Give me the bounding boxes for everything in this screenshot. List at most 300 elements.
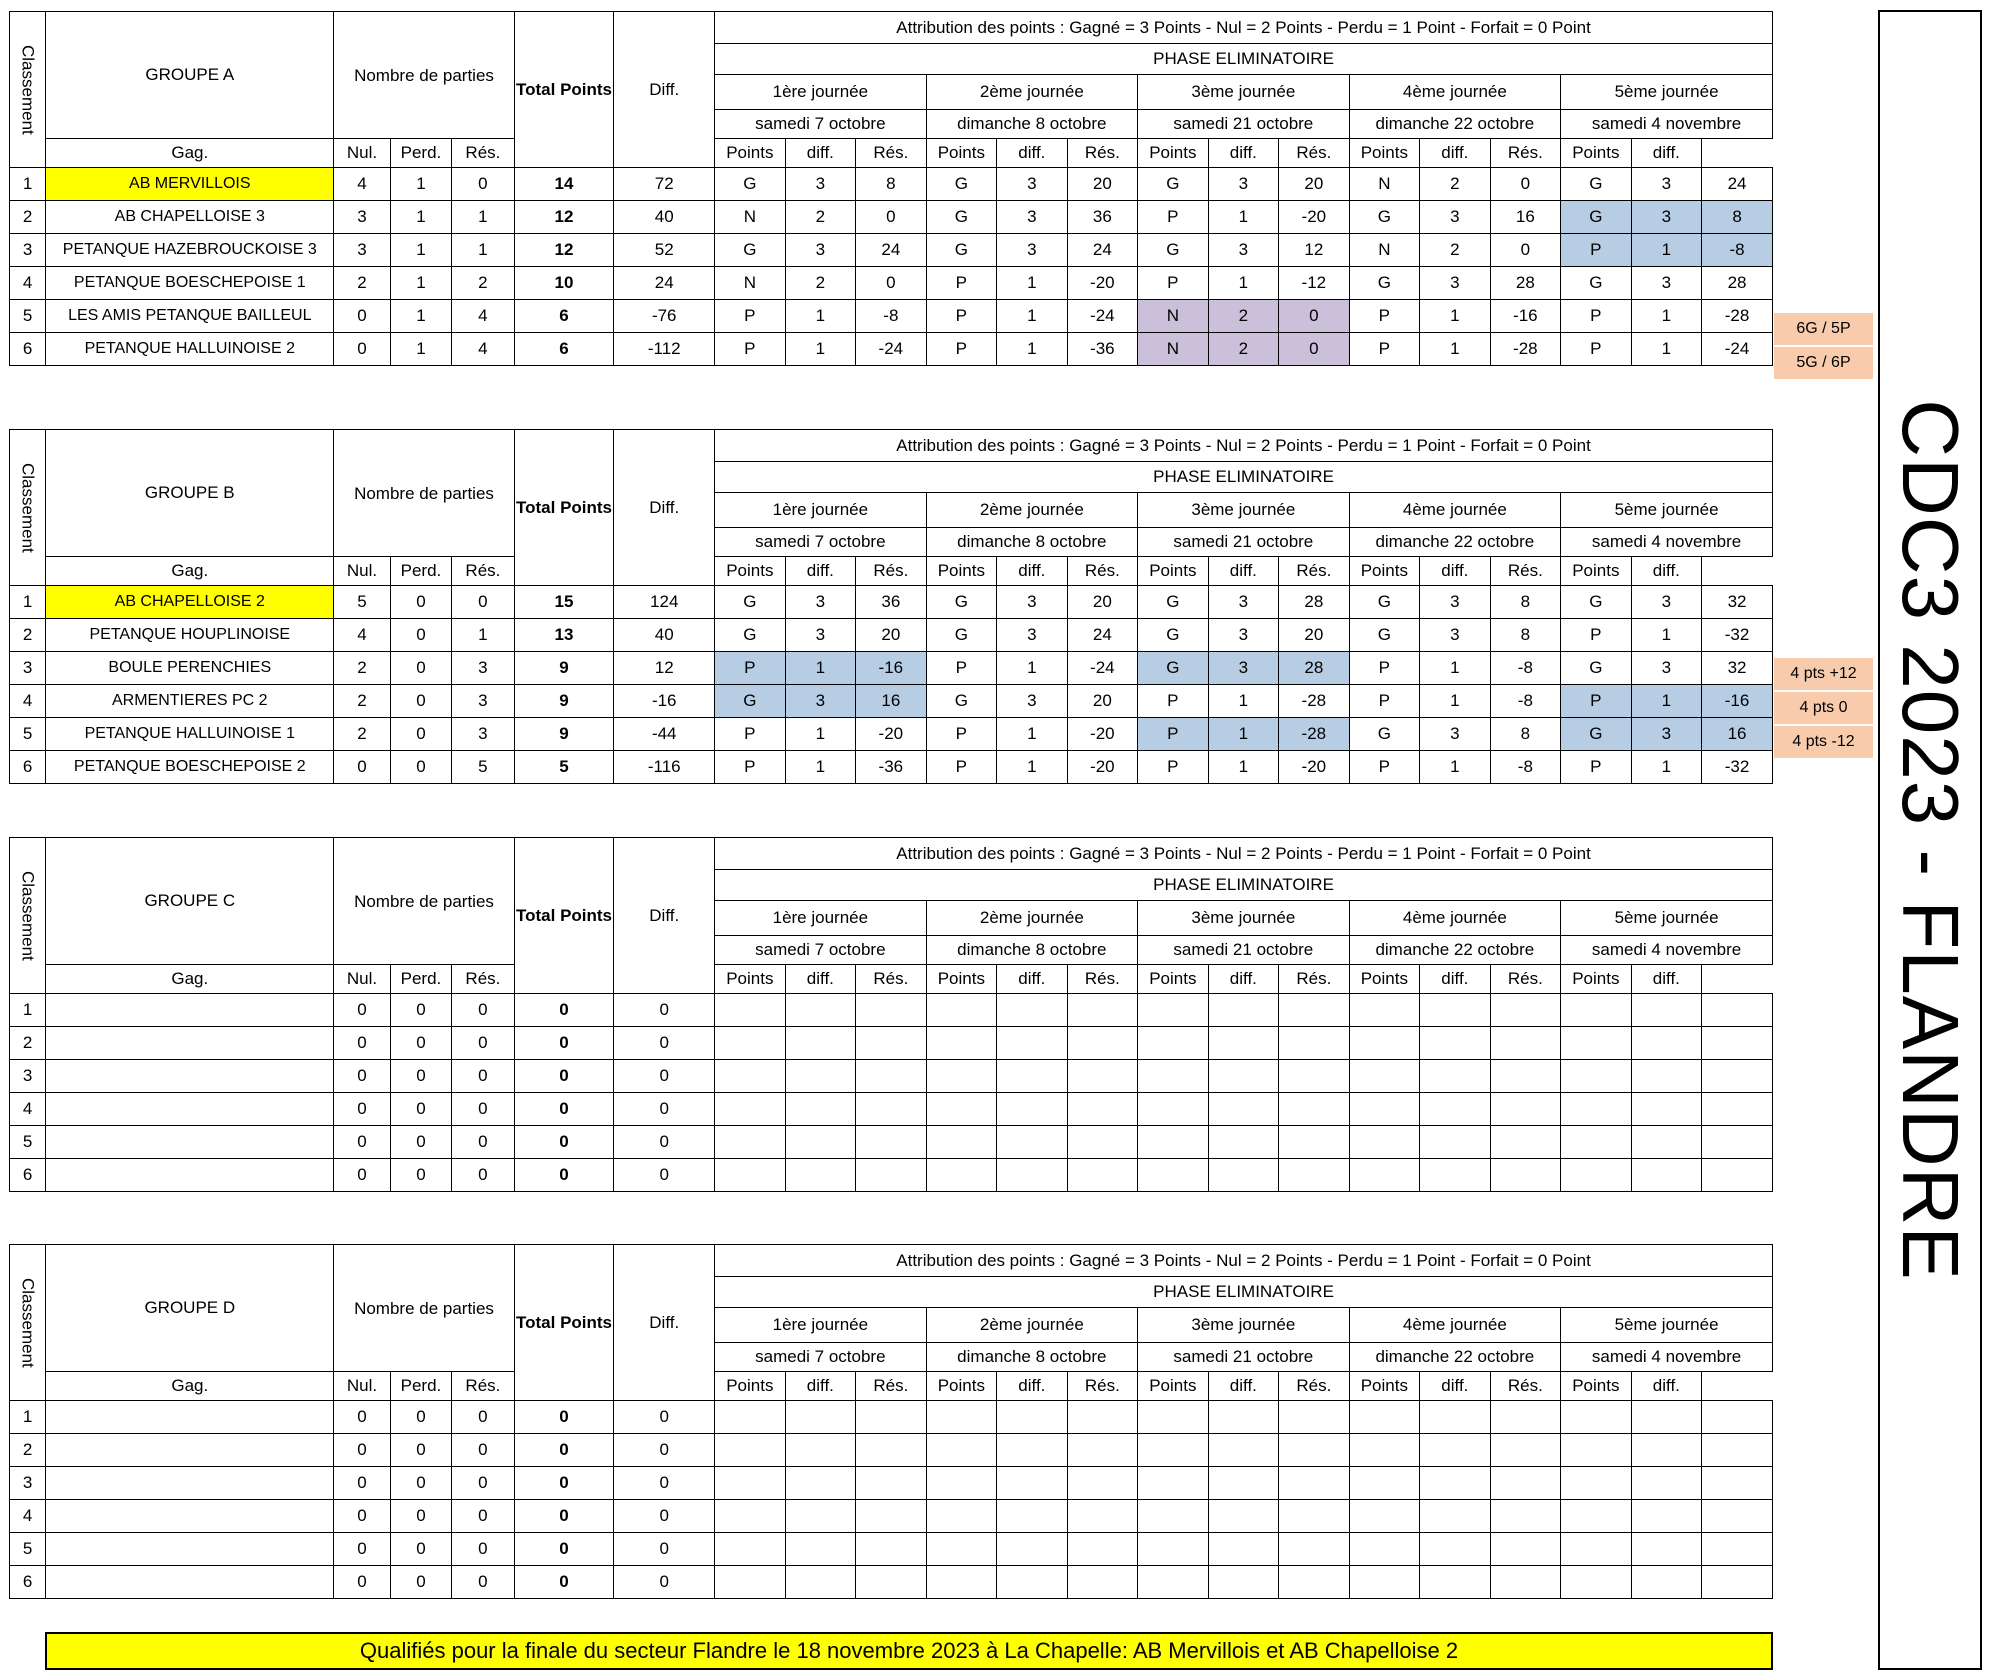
journee-label: 5ème journée	[1561, 493, 1773, 528]
points-cell	[997, 1566, 1068, 1599]
result-cell: N	[1349, 234, 1420, 267]
gag-cell: 0	[334, 1093, 390, 1126]
table-row	[10, 300, 1773, 333]
points-cell: 3	[785, 685, 856, 718]
result-cell: N	[715, 201, 786, 234]
points-cell: 3	[1208, 168, 1279, 201]
gag-cell: 0	[334, 1401, 390, 1434]
result-cell: G	[1349, 586, 1420, 619]
gag-cell: 0	[334, 1467, 390, 1500]
result-cell	[1349, 1500, 1420, 1533]
day-diff-cell	[856, 1500, 927, 1533]
res-header: Rés.	[1067, 557, 1138, 586]
points-cell: 3	[785, 586, 856, 619]
nul-cell: 0	[390, 1126, 451, 1159]
result-cell	[926, 1126, 997, 1159]
result-cell: P	[715, 333, 786, 366]
total-cell: 0	[514, 1401, 614, 1434]
points-cell	[1631, 1434, 1702, 1467]
rank-cell: 5	[10, 718, 46, 751]
points-cell: 1	[785, 751, 856, 784]
journee-label: 2ème journée	[926, 1308, 1138, 1343]
day-diff-cell: 20	[1067, 586, 1138, 619]
table-row	[10, 1093, 1773, 1126]
points-cell: 1	[997, 718, 1068, 751]
journee-date: samedi 21 octobre	[1138, 110, 1350, 139]
res-header: Rés.	[856, 965, 927, 994]
result-cell: P	[1138, 685, 1209, 718]
points-cell: 1	[1208, 685, 1279, 718]
rank-cell: 5	[10, 300, 46, 333]
day-diff-cell	[1702, 1434, 1773, 1467]
total-cell: 0	[514, 1467, 614, 1500]
points-cell: 3	[1631, 267, 1702, 300]
diff-cell: 0	[614, 1060, 715, 1093]
day-diff-cell: -16	[1490, 300, 1561, 333]
team-name: AB MERVILLOIS	[46, 168, 334, 201]
result-cell: G	[1561, 652, 1632, 685]
points-header: Points	[1349, 139, 1420, 168]
tiebreak-note: 4 pts +12	[1774, 658, 1873, 690]
team-name: PETANQUE HALLUINOISE 2	[46, 333, 334, 366]
table-row	[10, 1060, 1773, 1093]
diff-cell: 0	[614, 1434, 715, 1467]
nul-cell: 0	[390, 1027, 451, 1060]
points-cell	[1420, 1401, 1491, 1434]
res-header: Rés.	[1490, 139, 1561, 168]
points-cell	[1631, 1467, 1702, 1500]
total-cell: 15	[514, 586, 614, 619]
result-cell	[926, 1027, 997, 1060]
total-cell: 0	[514, 1533, 614, 1566]
diff-small-header: diff.	[785, 1372, 856, 1401]
points-cell	[785, 994, 856, 1027]
result-cell: P	[1561, 751, 1632, 784]
res-header: Rés.	[1490, 965, 1561, 994]
rank-cell: 6	[10, 333, 46, 366]
result-cell: G	[1561, 267, 1632, 300]
points-cell: 1	[1631, 333, 1702, 366]
gag-cell: 0	[334, 300, 390, 333]
points-header: Points	[715, 965, 786, 994]
points-cell: 1	[1420, 333, 1491, 366]
journee-date: samedi 7 octobre	[715, 1343, 927, 1372]
team-name: PETANQUE HALLUINOISE 1	[46, 718, 334, 751]
points-cell	[785, 1500, 856, 1533]
points-cell	[1420, 1126, 1491, 1159]
day-diff-cell	[1702, 1027, 1773, 1060]
res-header: Rés.	[1067, 965, 1138, 994]
result-cell: G	[1349, 619, 1420, 652]
nombre-parties-header: Nombre de parties	[334, 1245, 514, 1372]
res-header: Rés.	[452, 965, 514, 994]
result-cell: P	[926, 718, 997, 751]
rank-cell: 5	[10, 1533, 46, 1566]
result-cell: G	[1138, 652, 1209, 685]
points-cell: 3	[1208, 586, 1279, 619]
result-cell	[1138, 1159, 1209, 1192]
day-diff-cell	[1702, 1533, 1773, 1566]
points-cell: 1	[785, 652, 856, 685]
total-cell: 14	[514, 168, 614, 201]
points-cell	[1208, 1434, 1279, 1467]
day-diff-cell	[1067, 1533, 1138, 1566]
journee-date: samedi 7 octobre	[715, 936, 927, 965]
result-cell: P	[1561, 300, 1632, 333]
points-cell: 2	[1420, 168, 1491, 201]
diff-small-header: diff.	[997, 139, 1068, 168]
points-cell: 3	[1420, 586, 1491, 619]
points-header: Points	[1561, 557, 1632, 586]
diff-small-header: diff.	[1420, 557, 1491, 586]
points-header: Points	[1561, 139, 1632, 168]
points-cell	[1631, 1027, 1702, 1060]
points-cell	[785, 1060, 856, 1093]
team-name	[46, 1060, 334, 1093]
nul-cell: 0	[390, 619, 451, 652]
day-diff-cell: -24	[1702, 333, 1773, 366]
table-row	[10, 1159, 1773, 1192]
result-cell: G	[1138, 586, 1209, 619]
table-row	[10, 1566, 1773, 1599]
nul-cell: 0	[390, 718, 451, 751]
classement-header: Classement	[10, 838, 46, 994]
total-points-header: Total Points	[514, 1245, 614, 1401]
points-cell: 3	[997, 168, 1068, 201]
rank-cell: 1	[10, 1401, 46, 1434]
points-cell: 3	[1631, 168, 1702, 201]
day-diff-cell	[1279, 1060, 1350, 1093]
team-name: PETANQUE BOESCHEPOISE 2	[46, 751, 334, 784]
perd-cell: 0	[452, 1566, 514, 1599]
phase-title: PHASE ELIMINATOIRE	[715, 462, 1773, 493]
rank-cell: 4	[10, 1093, 46, 1126]
diff-cell: 0	[614, 1159, 715, 1192]
day-diff-cell: -16	[1702, 685, 1773, 718]
nul-cell: 0	[390, 1060, 451, 1093]
journee-label: 1ère journée	[715, 75, 927, 110]
nombre-parties-header: Nombre de parties	[334, 838, 514, 965]
diff-small-header: diff.	[1420, 965, 1491, 994]
res-header: Rés.	[452, 139, 514, 168]
diff-cell: 0	[614, 1467, 715, 1500]
points-cell: 3	[785, 619, 856, 652]
team-name	[46, 1126, 334, 1159]
points-header: Points	[1561, 965, 1632, 994]
diff-header: Diff.	[614, 838, 715, 994]
day-diff-cell	[856, 1533, 927, 1566]
perd-header: Perd.	[390, 1372, 451, 1401]
points-cell	[1631, 994, 1702, 1027]
gag-cell: 5	[334, 586, 390, 619]
res-header: Rés.	[452, 557, 514, 586]
diff-small-header: diff.	[1208, 1372, 1279, 1401]
diff-small-header: diff.	[785, 965, 856, 994]
points-cell: 1	[1208, 751, 1279, 784]
gag-cell: 3	[334, 234, 390, 267]
points-cell: 2	[1208, 300, 1279, 333]
result-cell: N	[1138, 333, 1209, 366]
points-cell	[1631, 1566, 1702, 1599]
nul-header: Nul.	[334, 557, 390, 586]
res-header: Rés.	[1279, 965, 1350, 994]
diff-small-header: diff.	[1631, 1372, 1702, 1401]
result-cell: G	[1561, 718, 1632, 751]
points-cell	[997, 1467, 1068, 1500]
gag-cell: 0	[334, 994, 390, 1027]
table-row	[10, 1027, 1773, 1060]
result-cell: G	[926, 168, 997, 201]
points-cell	[1208, 1027, 1279, 1060]
diff-small-header: diff.	[1420, 139, 1491, 168]
result-cell: P	[715, 751, 786, 784]
nombre-parties-header: Nombre de parties	[334, 12, 514, 139]
points-cell: 3	[997, 685, 1068, 718]
gag-cell: 0	[334, 751, 390, 784]
res-header: Rés.	[1067, 1372, 1138, 1401]
result-cell: P	[1138, 201, 1209, 234]
res-header: Rés.	[856, 139, 927, 168]
points-header: Points	[1138, 1372, 1209, 1401]
res-header: Rés.	[1067, 139, 1138, 168]
points-header: Points	[1138, 557, 1209, 586]
day-diff-cell	[1702, 1566, 1773, 1599]
result-cell: P	[1349, 652, 1420, 685]
journee-label: 1ère journée	[715, 901, 927, 936]
perd-header: Perd.	[390, 965, 451, 994]
day-diff-cell: 0	[856, 267, 927, 300]
page-title: CDC3 2023 - FLANDRE	[1886, 399, 1975, 1281]
nul-cell: 0	[390, 1159, 451, 1192]
day-diff-cell: -16	[856, 652, 927, 685]
day-diff-cell	[1490, 1093, 1561, 1126]
nul-cell: 1	[390, 300, 451, 333]
points-header: Points	[715, 139, 786, 168]
day-diff-cell: -28	[1279, 685, 1350, 718]
points-cell: 1	[1631, 751, 1702, 784]
day-diff-cell: -20	[1279, 201, 1350, 234]
day-diff-cell: 20	[1067, 685, 1138, 718]
qualified-banner: Qualifiés pour la finale du secteur Flandre le 18 novembre 2023 à La Chapelle: AB Mervillois et AB Chapelloise 2	[45, 1632, 1773, 1670]
points-cell: 3	[1420, 718, 1491, 751]
points-header: Points	[926, 139, 997, 168]
nul-cell: 0	[390, 1093, 451, 1126]
day-diff-cell	[1067, 1159, 1138, 1192]
day-diff-cell: 0	[1279, 300, 1350, 333]
points-cell: 1	[997, 300, 1068, 333]
points-cell	[997, 1401, 1068, 1434]
gag-header: Gag.	[46, 1372, 334, 1401]
journee-label: 5ème journée	[1561, 1308, 1773, 1343]
total-cell: 0	[514, 1566, 614, 1599]
points-cell	[997, 1159, 1068, 1192]
result-cell: N	[1138, 300, 1209, 333]
rank-cell: 4	[10, 685, 46, 718]
total-cell: 6	[514, 333, 614, 366]
journee-date: samedi 4 novembre	[1561, 1343, 1773, 1372]
points-cell: 3	[785, 168, 856, 201]
day-diff-cell: 8	[1702, 201, 1773, 234]
day-diff-cell: -8	[1702, 234, 1773, 267]
points-cell	[1631, 1401, 1702, 1434]
day-diff-cell	[1279, 1467, 1350, 1500]
rank-cell: 6	[10, 1159, 46, 1192]
points-cell	[1208, 1566, 1279, 1599]
perd-cell: 4	[452, 300, 514, 333]
points-cell: 1	[997, 333, 1068, 366]
points-cell	[785, 1533, 856, 1566]
result-cell	[715, 1500, 786, 1533]
total-cell: 5	[514, 751, 614, 784]
rank-cell: 2	[10, 619, 46, 652]
day-diff-cell	[1279, 1027, 1350, 1060]
points-header: Points	[926, 1372, 997, 1401]
nul-cell: 0	[390, 1500, 451, 1533]
table-row	[10, 1533, 1773, 1566]
journee-date: samedi 21 octobre	[1138, 1343, 1350, 1372]
result-cell: P	[715, 300, 786, 333]
points-cell	[785, 1159, 856, 1192]
classement-header: Classement	[10, 430, 46, 586]
gag-cell: 0	[334, 1126, 390, 1159]
points-cell: 3	[1420, 201, 1491, 234]
perd-header: Perd.	[390, 139, 451, 168]
classement-header: Classement	[10, 12, 46, 168]
result-cell: G	[926, 619, 997, 652]
journee-label: 5ème journée	[1561, 75, 1773, 110]
journee-label: 3ème journée	[1138, 75, 1350, 110]
day-diff-cell	[1702, 1159, 1773, 1192]
day-diff-cell: -20	[1067, 267, 1138, 300]
points-cell: 3	[1208, 619, 1279, 652]
day-diff-cell: 20	[1279, 168, 1350, 201]
points-cell: 3	[1631, 586, 1702, 619]
day-diff-cell	[1067, 1467, 1138, 1500]
diff-small-header: diff.	[1420, 1372, 1491, 1401]
points-cell	[1631, 1533, 1702, 1566]
perd-cell: 1	[452, 201, 514, 234]
day-diff-cell	[1702, 1401, 1773, 1434]
diff-header: Diff.	[614, 12, 715, 168]
points-cell: 1	[997, 652, 1068, 685]
group-table	[9, 1244, 1773, 1599]
result-cell	[1561, 1159, 1632, 1192]
gag-header: Gag.	[46, 139, 334, 168]
result-cell: G	[715, 234, 786, 267]
group-name: GROUPE D	[46, 1245, 334, 1372]
points-header: Points	[1349, 557, 1420, 586]
rank-cell: 2	[10, 1434, 46, 1467]
table-row	[10, 685, 1773, 718]
diff-cell: -116	[614, 751, 715, 784]
result-cell	[926, 1467, 997, 1500]
points-header: Points	[1349, 1372, 1420, 1401]
team-name	[46, 1434, 334, 1467]
day-diff-cell: -32	[1702, 751, 1773, 784]
rank-cell: 3	[10, 234, 46, 267]
points-cell: 3	[997, 234, 1068, 267]
table-row	[10, 619, 1773, 652]
day-diff-cell: -36	[1067, 333, 1138, 366]
diff-cell: 0	[614, 994, 715, 1027]
day-diff-cell	[856, 1566, 927, 1599]
diff-small-header: diff.	[785, 139, 856, 168]
day-diff-cell: -24	[856, 333, 927, 366]
result-cell: G	[926, 234, 997, 267]
day-diff-cell	[1067, 1126, 1138, 1159]
diff-small-header: diff.	[785, 557, 856, 586]
result-cell	[1561, 1060, 1632, 1093]
result-cell: P	[926, 267, 997, 300]
journee-label: 2ème journée	[926, 901, 1138, 936]
result-cell	[1561, 1093, 1632, 1126]
result-cell	[1349, 1093, 1420, 1126]
day-diff-cell	[1490, 1060, 1561, 1093]
res-header: Rés.	[452, 1372, 514, 1401]
perd-cell: 0	[452, 168, 514, 201]
team-name	[46, 1159, 334, 1192]
points-header: Points	[715, 1372, 786, 1401]
total-cell: 12	[514, 234, 614, 267]
nul-cell: 0	[390, 1566, 451, 1599]
day-diff-cell: 16	[1490, 201, 1561, 234]
total-cell: 13	[514, 619, 614, 652]
result-cell	[1349, 994, 1420, 1027]
table-row	[10, 718, 1773, 751]
nul-cell: 1	[390, 168, 451, 201]
points-cell	[785, 1027, 856, 1060]
perd-cell: 0	[452, 1060, 514, 1093]
points-cell: 3	[1208, 652, 1279, 685]
day-diff-cell: 28	[1702, 267, 1773, 300]
day-diff-cell: 24	[1067, 619, 1138, 652]
day-diff-cell: 24	[856, 234, 927, 267]
day-diff-cell	[856, 1093, 927, 1126]
diff-cell: 124	[614, 586, 715, 619]
perd-cell: 0	[452, 1467, 514, 1500]
day-diff-cell	[856, 1027, 927, 1060]
points-cell: 2	[1420, 234, 1491, 267]
title-box	[1878, 10, 1982, 1670]
day-diff-cell: 28	[1279, 586, 1350, 619]
points-cell	[997, 1093, 1068, 1126]
diff-cell: 0	[614, 1533, 715, 1566]
gag-cell: 3	[334, 201, 390, 234]
points-cell	[785, 1126, 856, 1159]
points-cell	[1631, 1060, 1702, 1093]
table-row	[10, 1401, 1773, 1434]
day-diff-cell	[1702, 1500, 1773, 1533]
rank-cell: 6	[10, 1566, 46, 1599]
result-cell	[715, 1401, 786, 1434]
journee-date: dimanche 8 octobre	[926, 528, 1138, 557]
rank-cell: 2	[10, 1027, 46, 1060]
points-cell	[1631, 1500, 1702, 1533]
day-diff-cell	[1067, 1500, 1138, 1533]
day-diff-cell	[1067, 1093, 1138, 1126]
nul-header: Nul.	[334, 139, 390, 168]
points-cell	[785, 1467, 856, 1500]
result-cell	[1138, 1401, 1209, 1434]
gag-cell: 0	[334, 1434, 390, 1467]
diff-cell: -112	[614, 333, 715, 366]
phase-title: PHASE ELIMINATOIRE	[715, 870, 1773, 901]
day-diff-cell: -12	[1279, 267, 1350, 300]
gag-cell: 2	[334, 267, 390, 300]
journee-label: 4ème journée	[1349, 1308, 1561, 1343]
points-cell: 1	[1631, 300, 1702, 333]
day-diff-cell	[1490, 1566, 1561, 1599]
